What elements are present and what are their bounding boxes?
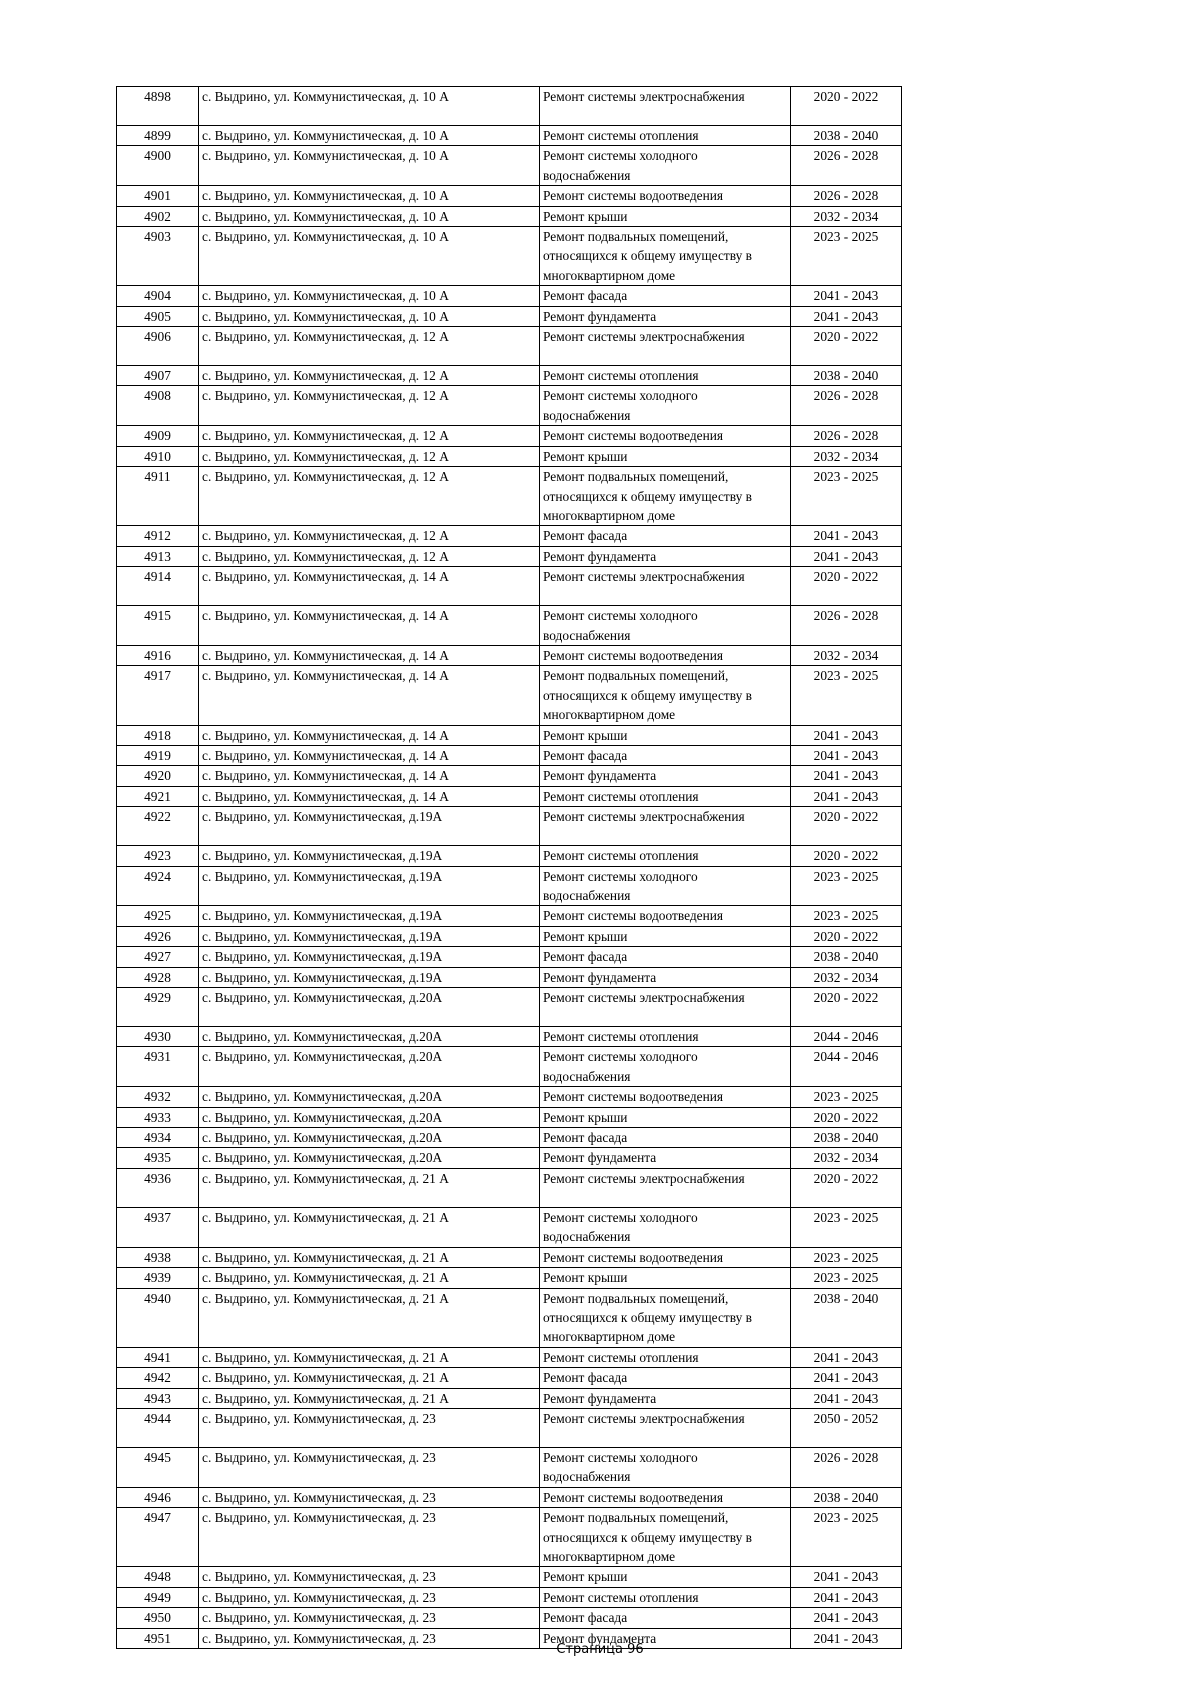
work-type-cell: Ремонт системы холодного водоснабжения: [540, 1447, 791, 1487]
period-cell: 2038 - 2040: [791, 947, 902, 967]
table-row: [117, 807, 902, 846]
period-cell: 2038 - 2040: [791, 1288, 902, 1347]
row-number-cell: 4950: [117, 1608, 199, 1628]
row-number-cell: 4936: [117, 1168, 199, 1207]
work-type-cell: Ремонт системы отопления: [540, 1587, 791, 1607]
work-type-cell: Ремонт системы холодного водоснабжения: [540, 606, 791, 646]
table-row: [117, 967, 902, 987]
work-type-cell: Ремонт фундамента: [540, 766, 791, 786]
row-number-cell: 4908: [117, 386, 199, 426]
row-number-cell: 4914: [117, 567, 199, 606]
period-cell: 2026 - 2028: [791, 426, 902, 446]
period-cell: 2023 - 2025: [791, 227, 902, 286]
address-cell: с. Выдрино, ул. Коммунистическая, д. 10 А: [199, 206, 540, 226]
work-type-cell: Ремонт фундамента: [540, 1148, 791, 1168]
period-cell: 2041 - 2043: [791, 786, 902, 806]
row-number-cell: 4903: [117, 227, 199, 286]
table-row: [117, 988, 902, 1027]
address-cell: с. Выдрино, ул. Коммунистическая, д. 12 А: [199, 526, 540, 546]
table-row: [117, 1087, 902, 1107]
table-row: [117, 1408, 902, 1447]
table-row: [117, 467, 902, 526]
row-number-cell: 4939: [117, 1268, 199, 1288]
period-cell: 2041 - 2043: [791, 526, 902, 546]
row-number-cell: 4922: [117, 807, 199, 846]
period-cell: 2032 - 2034: [791, 206, 902, 226]
table-row: [117, 1107, 902, 1127]
period-cell: 2020 - 2022: [791, 807, 902, 846]
period-cell: 2026 - 2028: [791, 186, 902, 206]
period-cell: 2020 - 2022: [791, 926, 902, 946]
address-cell: с. Выдрино, ул. Коммунистическая, д.20А: [199, 1128, 540, 1148]
table-row: [117, 1148, 902, 1168]
work-type-cell: Ремонт системы электроснабжения: [540, 988, 791, 1027]
address-cell: с. Выдрино, ул. Коммунистическая, д. 23: [199, 1408, 540, 1447]
table-row: [117, 645, 902, 665]
table-row: [117, 766, 902, 786]
period-cell: 2041 - 2043: [791, 1587, 902, 1607]
table-row: [117, 947, 902, 967]
period-cell: 2020 - 2022: [791, 846, 902, 866]
table-row: [117, 186, 902, 206]
address-cell: с. Выдрино, ул. Коммунистическая, д. 12 А: [199, 467, 540, 526]
work-type-cell: Ремонт фасада: [540, 1368, 791, 1388]
address-cell: с. Выдрино, ул. Коммунистическая, д. 21 А: [199, 1168, 540, 1207]
row-number-cell: 4899: [117, 126, 199, 146]
table-row: [117, 926, 902, 946]
work-type-cell: Ремонт системы электроснабжения: [540, 327, 791, 366]
address-cell: с. Выдрино, ул. Коммунистическая, д. 12 А: [199, 446, 540, 466]
row-number-cell: 4927: [117, 947, 199, 967]
row-number-cell: 4921: [117, 786, 199, 806]
work-type-cell: Ремонт системы водоотведения: [540, 186, 791, 206]
address-cell: с. Выдрино, ул. Коммунистическая, д.19А: [199, 947, 540, 967]
address-cell: с. Выдрино, ул. Коммунистическая, д. 23: [199, 1567, 540, 1587]
work-type-cell: Ремонт подвальных помещений, относящихся к общему имуществу в многоквартирном доме: [540, 1288, 791, 1347]
period-cell: 2023 - 2025: [791, 467, 902, 526]
table-row: [117, 866, 902, 906]
period-cell: 2023 - 2025: [791, 666, 902, 725]
work-type-cell: Ремонт системы водоотведения: [540, 1487, 791, 1507]
address-cell: с. Выдрино, ул. Коммунистическая, д. 10 А: [199, 306, 540, 326]
row-number-cell: 4940: [117, 1288, 199, 1347]
period-cell: 2044 - 2046: [791, 1047, 902, 1087]
row-number-cell: 4946: [117, 1487, 199, 1507]
row-number-cell: 4934: [117, 1128, 199, 1148]
work-type-cell: Ремонт системы электроснабжения: [540, 1408, 791, 1447]
work-type-cell: Ремонт системы водоотведения: [540, 645, 791, 665]
period-cell: 2032 - 2034: [791, 645, 902, 665]
row-number-cell: 4907: [117, 366, 199, 386]
address-cell: с. Выдрино, ул. Коммунистическая, д. 14 А: [199, 766, 540, 786]
table-row: [117, 1347, 902, 1367]
work-type-cell: Ремонт подвальных помещений, относящихся к общему имуществу в многоквартирном доме: [540, 467, 791, 526]
period-cell: 2041 - 2043: [791, 1368, 902, 1388]
row-number-cell: 4924: [117, 866, 199, 906]
work-type-cell: Ремонт системы электроснабжения: [540, 87, 791, 126]
period-cell: 2023 - 2025: [791, 1247, 902, 1267]
period-cell: 2050 - 2052: [791, 1408, 902, 1447]
table-row: [117, 1247, 902, 1267]
period-cell: 2032 - 2034: [791, 1148, 902, 1168]
row-number-cell: 4911: [117, 467, 199, 526]
table-row: [117, 126, 902, 146]
period-cell: 2041 - 2043: [791, 766, 902, 786]
repair-schedule-table: [116, 86, 902, 1649]
period-cell: 2041 - 2043: [791, 1628, 902, 1648]
row-number-cell: 4938: [117, 1247, 199, 1267]
address-cell: с. Выдрино, ул. Коммунистическая, д.20А: [199, 1087, 540, 1107]
work-type-cell: Ремонт крыши: [540, 206, 791, 226]
table-row: [117, 1027, 902, 1047]
work-type-cell: Ремонт системы холодного водоснабжения: [540, 386, 791, 426]
period-cell: 2020 - 2022: [791, 87, 902, 126]
table-body: [117, 87, 902, 1649]
row-number-cell: 4920: [117, 766, 199, 786]
address-cell: с. Выдрино, ул. Коммунистическая, д. 21 А: [199, 1347, 540, 1367]
row-number-cell: 4900: [117, 146, 199, 186]
table-row: [117, 426, 902, 446]
address-cell: с. Выдрино, ул. Коммунистическая, д.20А: [199, 1107, 540, 1127]
address-cell: с. Выдрино, ул. Коммунистическая, д. 21 А: [199, 1268, 540, 1288]
work-type-cell: Ремонт системы водоотведения: [540, 426, 791, 446]
period-cell: 2041 - 2043: [791, 1567, 902, 1587]
work-type-cell: Ремонт подвальных помещений, относящихся к общему имуществу в многоквартирном доме: [540, 1508, 791, 1567]
period-cell: 2026 - 2028: [791, 606, 902, 646]
period-cell: 2032 - 2034: [791, 446, 902, 466]
row-number-cell: 4947: [117, 1508, 199, 1567]
address-cell: с. Выдрино, ул. Коммунистическая, д. 21 А: [199, 1288, 540, 1347]
work-type-cell: Ремонт фасада: [540, 1128, 791, 1148]
address-cell: с. Выдрино, ул. Коммунистическая, д.19А: [199, 807, 540, 846]
period-cell: 2026 - 2028: [791, 1447, 902, 1487]
work-type-cell: Ремонт фундамента: [540, 306, 791, 326]
table-row: [117, 306, 902, 326]
address-cell: с. Выдрино, ул. Коммунистическая, д. 14 А: [199, 567, 540, 606]
row-number-cell: 4926: [117, 926, 199, 946]
row-number-cell: 4909: [117, 426, 199, 446]
period-cell: 2023 - 2025: [791, 866, 902, 906]
row-number-cell: 4923: [117, 846, 199, 866]
address-cell: с. Выдрино, ул. Коммунистическая, д.19А: [199, 846, 540, 866]
address-cell: с. Выдрино, ул. Коммунистическая, д. 10 А: [199, 227, 540, 286]
address-cell: с. Выдрино, ул. Коммунистическая, д. 12 А: [199, 546, 540, 566]
row-number-cell: 4916: [117, 645, 199, 665]
address-cell: с. Выдрино, ул. Коммунистическая, д. 10 А: [199, 286, 540, 306]
table-row: [117, 327, 902, 366]
row-number-cell: 4917: [117, 666, 199, 725]
period-cell: 2041 - 2043: [791, 286, 902, 306]
address-cell: с. Выдрино, ул. Коммунистическая, д. 23: [199, 1447, 540, 1487]
row-number-cell: 4919: [117, 745, 199, 765]
address-cell: с. Выдрино, ул. Коммунистическая, д. 10 А: [199, 186, 540, 206]
table-row: [117, 745, 902, 765]
address-cell: с. Выдрино, ул. Коммунистическая, д. 12 А: [199, 426, 540, 446]
row-number-cell: 4930: [117, 1027, 199, 1047]
period-cell: 2026 - 2028: [791, 146, 902, 186]
table-row: [117, 87, 902, 126]
table-row: [117, 666, 902, 725]
work-type-cell: Ремонт крыши: [540, 446, 791, 466]
address-cell: с. Выдрино, ул. Коммунистическая, д. 23: [199, 1608, 540, 1628]
work-type-cell: Ремонт системы водоотведения: [540, 1247, 791, 1267]
work-type-cell: Ремонт фундамента: [540, 546, 791, 566]
work-type-cell: Ремонт фасада: [540, 745, 791, 765]
work-type-cell: Ремонт системы отопления: [540, 1347, 791, 1367]
address-cell: с. Выдрино, ул. Коммунистическая, д. 14 А: [199, 725, 540, 745]
address-cell: с. Выдрино, ул. Коммунистическая, д.19А: [199, 866, 540, 906]
row-number-cell: 4951: [117, 1628, 199, 1648]
address-cell: с. Выдрино, ул. Коммунистическая, д.20А: [199, 1047, 540, 1087]
address-cell: с. Выдрино, ул. Коммунистическая, д. 10 А: [199, 126, 540, 146]
address-cell: с. Выдрино, ул. Коммунистическая, д. 10 А: [199, 87, 540, 126]
work-type-cell: Ремонт крыши: [540, 1268, 791, 1288]
row-number-cell: 4933: [117, 1107, 199, 1127]
table-row: [117, 146, 902, 186]
table-row: [117, 206, 902, 226]
work-type-cell: Ремонт системы холодного водоснабжения: [540, 1207, 791, 1247]
row-number-cell: 4949: [117, 1587, 199, 1607]
address-cell: с. Выдрино, ул. Коммунистическая, д. 14 А: [199, 606, 540, 646]
address-cell: с. Выдрино, ул. Коммунистическая, д. 12 А: [199, 366, 540, 386]
page-number: Страница 96: [556, 1642, 644, 1657]
address-cell: с. Выдрино, ул. Коммунистическая, д.19А: [199, 906, 540, 926]
table-row: [117, 1487, 902, 1507]
table-row: [117, 366, 902, 386]
work-type-cell: Ремонт системы отопления: [540, 366, 791, 386]
period-cell: 2041 - 2043: [791, 306, 902, 326]
row-number-cell: 4910: [117, 446, 199, 466]
row-number-cell: 4928: [117, 967, 199, 987]
row-number-cell: 4898: [117, 87, 199, 126]
work-type-cell: Ремонт фасада: [540, 947, 791, 967]
table-row: [117, 786, 902, 806]
table-row: [117, 1587, 902, 1607]
row-number-cell: 4935: [117, 1148, 199, 1168]
work-type-cell: Ремонт подвальных помещений, относящихся к общему имуществу в многоквартирном доме: [540, 666, 791, 725]
row-number-cell: 4944: [117, 1408, 199, 1447]
period-cell: 2038 - 2040: [791, 1128, 902, 1148]
table-row: [117, 1608, 902, 1628]
period-cell: 2041 - 2043: [791, 1388, 902, 1408]
table-row: [117, 1128, 902, 1148]
work-type-cell: Ремонт крыши: [540, 926, 791, 946]
period-cell: 2020 - 2022: [791, 567, 902, 606]
row-number-cell: 4931: [117, 1047, 199, 1087]
row-number-cell: 4929: [117, 988, 199, 1027]
period-cell: 2023 - 2025: [791, 1508, 902, 1567]
row-number-cell: 4937: [117, 1207, 199, 1247]
table-row: [117, 1288, 902, 1347]
work-type-cell: Ремонт системы отопления: [540, 846, 791, 866]
table-row: [117, 446, 902, 466]
work-type-cell: Ремонт системы холодного водоснабжения: [540, 146, 791, 186]
row-number-cell: 4912: [117, 526, 199, 546]
table-row: [117, 567, 902, 606]
period-cell: 2038 - 2040: [791, 126, 902, 146]
work-type-cell: Ремонт системы отопления: [540, 126, 791, 146]
address-cell: с. Выдрино, ул. Коммунистическая, д.19А: [199, 967, 540, 987]
work-type-cell: Ремонт системы водоотведения: [540, 1087, 791, 1107]
work-type-cell: Ремонт системы водоотведения: [540, 906, 791, 926]
address-cell: с. Выдрино, ул. Коммунистическая, д. 23: [199, 1487, 540, 1507]
table-row: [117, 1368, 902, 1388]
period-cell: 2038 - 2040: [791, 1487, 902, 1507]
work-type-cell: Ремонт системы электроснабжения: [540, 1168, 791, 1207]
table-row: [117, 1047, 902, 1087]
table-row: [117, 1447, 902, 1487]
work-type-cell: Ремонт крыши: [540, 1567, 791, 1587]
period-cell: 2044 - 2046: [791, 1027, 902, 1047]
period-cell: 2032 - 2034: [791, 967, 902, 987]
work-type-cell: Ремонт фасада: [540, 286, 791, 306]
period-cell: 2041 - 2043: [791, 725, 902, 745]
address-cell: с. Выдрино, ул. Коммунистическая, д. 10 А: [199, 146, 540, 186]
row-number-cell: 4948: [117, 1567, 199, 1587]
address-cell: с. Выдрино, ул. Коммунистическая, д. 12 А: [199, 327, 540, 366]
address-cell: с. Выдрино, ул. Коммунистическая, д.20А: [199, 1027, 540, 1047]
period-cell: 2041 - 2043: [791, 1608, 902, 1628]
row-number-cell: 4906: [117, 327, 199, 366]
address-cell: с. Выдрино, ул. Коммунистическая, д. 14 А: [199, 745, 540, 765]
work-type-cell: Ремонт фундамента: [540, 1388, 791, 1408]
period-cell: 2041 - 2043: [791, 745, 902, 765]
row-number-cell: 4902: [117, 206, 199, 226]
work-type-cell: Ремонт системы отопления: [540, 1027, 791, 1047]
period-cell: 2026 - 2028: [791, 386, 902, 426]
period-cell: 2038 - 2040: [791, 366, 902, 386]
work-type-cell: Ремонт крыши: [540, 725, 791, 745]
table-row: [117, 1168, 902, 1207]
work-type-cell: Ремонт фасада: [540, 526, 791, 546]
address-cell: с. Выдрино, ул. Коммунистическая, д.19А: [199, 926, 540, 946]
address-cell: с. Выдрино, ул. Коммунистическая, д.20А: [199, 988, 540, 1027]
work-type-cell: Ремонт системы отопления: [540, 786, 791, 806]
row-number-cell: 4932: [117, 1087, 199, 1107]
period-cell: 2023 - 2025: [791, 1207, 902, 1247]
table-row: [117, 1508, 902, 1567]
table-row: [117, 1567, 902, 1587]
period-cell: 2020 - 2022: [791, 327, 902, 366]
table-row: [117, 606, 902, 646]
address-cell: с. Выдрино, ул. Коммунистическая, д. 14 А: [199, 786, 540, 806]
table-row: [117, 526, 902, 546]
period-cell: 2041 - 2043: [791, 1347, 902, 1367]
row-number-cell: 4904: [117, 286, 199, 306]
period-cell: 2020 - 2022: [791, 1168, 902, 1207]
work-type-cell: Ремонт крыши: [540, 1107, 791, 1127]
address-cell: с. Выдрино, ул. Коммунистическая, д. 14 А: [199, 666, 540, 725]
address-cell: с. Выдрино, ул. Коммунистическая, д. 21 А: [199, 1247, 540, 1267]
row-number-cell: 4943: [117, 1388, 199, 1408]
row-number-cell: 4915: [117, 606, 199, 646]
address-cell: с. Выдрино, ул. Коммунистическая, д. 21 А: [199, 1368, 540, 1388]
table-row: [117, 546, 902, 566]
work-type-cell: Ремонт фундамента: [540, 1628, 791, 1648]
period-cell: 2020 - 2022: [791, 988, 902, 1027]
table-row: [117, 1268, 902, 1288]
work-type-cell: Ремонт системы холодного водоснабжения: [540, 1047, 791, 1087]
row-number-cell: 4918: [117, 725, 199, 745]
table-row: [117, 386, 902, 426]
address-cell: с. Выдрино, ул. Коммунистическая, д. 21 А: [199, 1207, 540, 1247]
address-cell: с. Выдрино, ул. Коммунистическая, д. 14 А: [199, 645, 540, 665]
row-number-cell: 4901: [117, 186, 199, 206]
table-row: [117, 286, 902, 306]
table-row: [117, 846, 902, 866]
table-row: [117, 1207, 902, 1247]
row-number-cell: 4941: [117, 1347, 199, 1367]
row-number-cell: 4925: [117, 906, 199, 926]
row-number-cell: 4945: [117, 1447, 199, 1487]
period-cell: 2020 - 2022: [791, 1107, 902, 1127]
address-cell: с. Выдрино, ул. Коммунистическая, д.20А: [199, 1148, 540, 1168]
address-cell: с. Выдрино, ул. Коммунистическая, д. 23: [199, 1508, 540, 1567]
address-cell: с. Выдрино, ул. Коммунистическая, д. 23: [199, 1587, 540, 1607]
work-type-cell: Ремонт системы электроснабжения: [540, 807, 791, 846]
table-row: [117, 1388, 902, 1408]
work-type-cell: Ремонт фундамента: [540, 967, 791, 987]
row-number-cell: 4913: [117, 546, 199, 566]
period-cell: 2023 - 2025: [791, 1268, 902, 1288]
row-number-cell: 4905: [117, 306, 199, 326]
table-row: [117, 227, 902, 286]
address-cell: с. Выдрино, ул. Коммунистическая, д. 21 А: [199, 1388, 540, 1408]
work-type-cell: Ремонт системы холодного водоснабжения: [540, 866, 791, 906]
work-type-cell: Ремонт фасада: [540, 1608, 791, 1628]
period-cell: 2041 - 2043: [791, 546, 902, 566]
work-type-cell: Ремонт подвальных помещений, относящихся к общему имуществу в многоквартирном доме: [540, 227, 791, 286]
row-number-cell: 4942: [117, 1368, 199, 1388]
table-row: [117, 906, 902, 926]
table-row: [117, 725, 902, 745]
period-cell: 2023 - 2025: [791, 1087, 902, 1107]
address-cell: с. Выдрино, ул. Коммунистическая, д. 23: [199, 1628, 540, 1648]
work-type-cell: Ремонт системы электроснабжения: [540, 567, 791, 606]
address-cell: с. Выдрино, ул. Коммунистическая, д. 12 А: [199, 386, 540, 426]
period-cell: 2023 - 2025: [791, 906, 902, 926]
